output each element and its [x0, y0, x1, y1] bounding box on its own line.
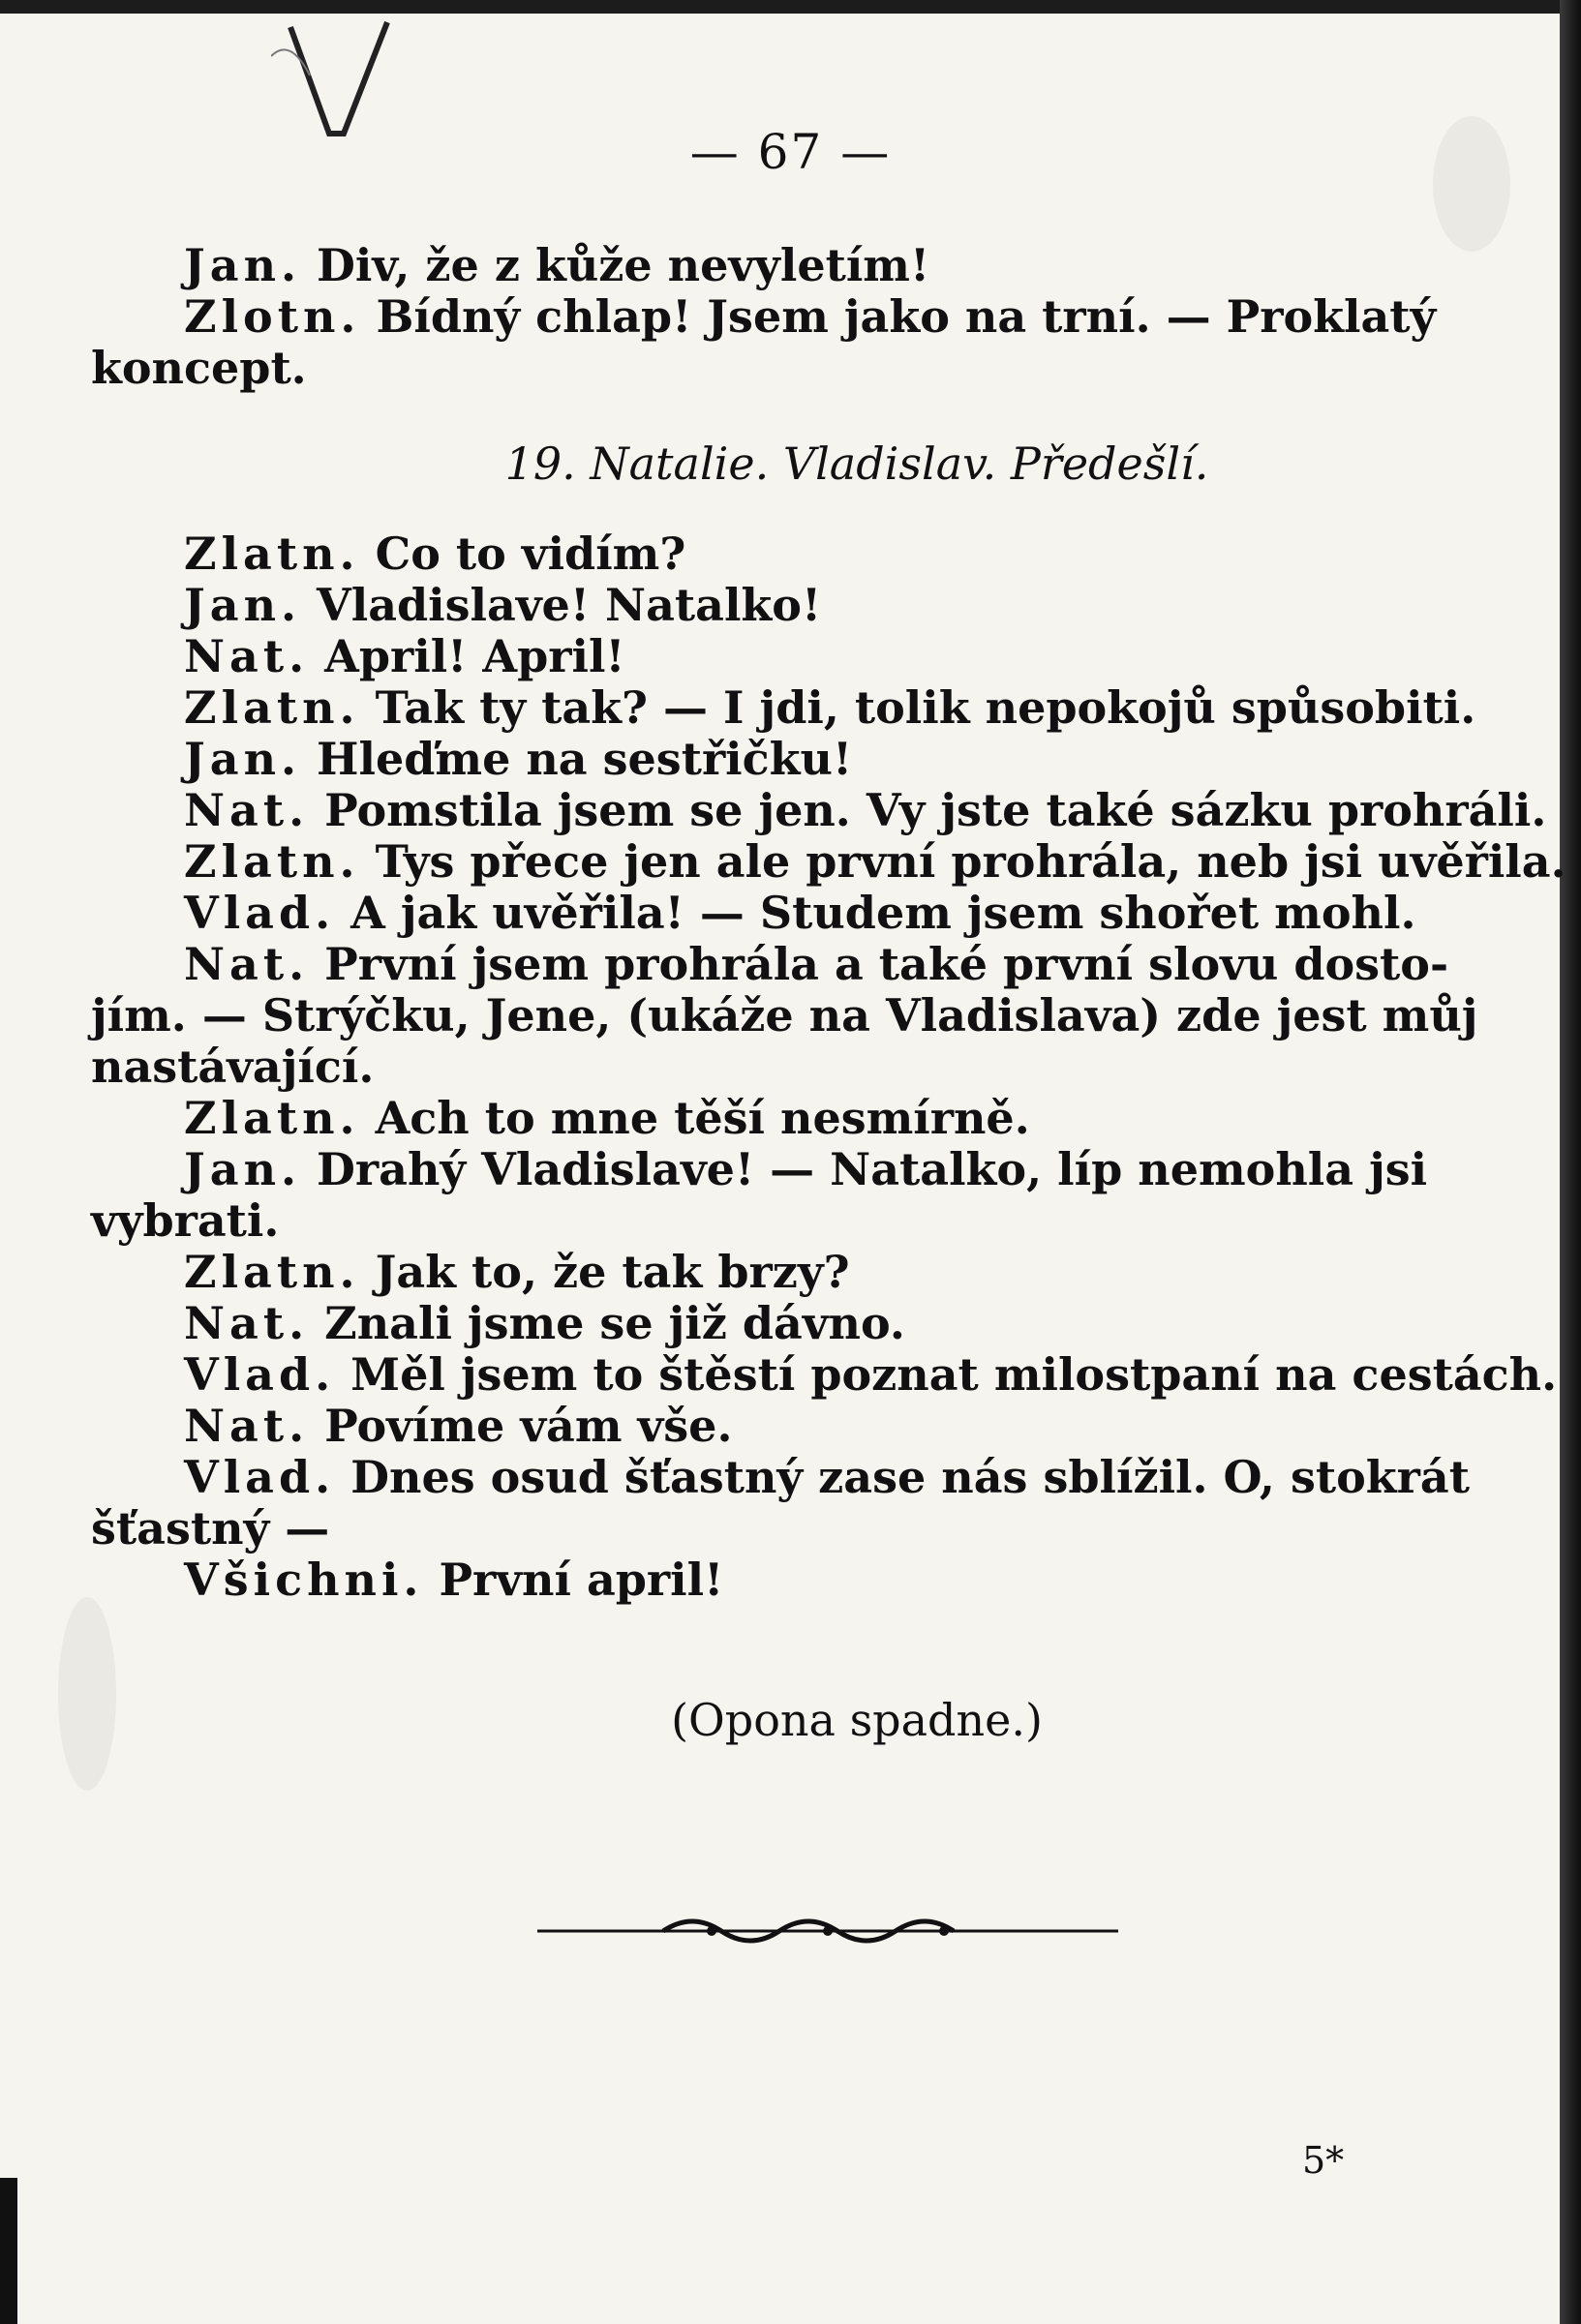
dialogue-line [184, 681, 1476, 734]
dialogue-line [184, 1144, 1452, 1195]
dialogue-text: Povíme vám vše. [309, 1400, 733, 1452]
printer-signature: 5* [1302, 2139, 1345, 2182]
dialogue-block [91, 528, 1566, 1606]
speaker-name: Jan. [184, 1143, 302, 1195]
dialogue-text: Pomstila jsem se jen. Vy jste také sázku prohráli. [309, 784, 1547, 836]
dialogue-line [91, 989, 1478, 1041]
dialogue-line [184, 291, 1452, 343]
speaker-name: Zlatn. [184, 1092, 360, 1144]
speaker-name: Nat. [184, 784, 310, 836]
speaker-name: Vlad. [184, 887, 336, 939]
speaker-name: Zlatn. [184, 835, 360, 888]
paper-stain [58, 1597, 116, 1791]
dialogue-text: První jsem prohrála a také první slovu dosto- [309, 938, 1449, 990]
dialogue-line: koncept. [91, 342, 307, 394]
stage-direction: (Opona spadne.) [671, 1694, 1043, 1746]
dialogue-text: Co to vidím? [359, 528, 686, 580]
speaker-name: Zlatn. [184, 528, 360, 580]
dialogue-line [184, 580, 1452, 631]
speaker-name: Všichni. [184, 1554, 424, 1606]
speaker-name: Zlatn. [184, 1246, 360, 1298]
speaker-name: Zlatn. [184, 681, 360, 734]
dialogue-text: Bídný chlap! Jsem jako na trní. — Proklatý [360, 290, 1437, 343]
scan-edge-right [1560, 0, 1581, 2324]
dialogue-line [184, 1451, 1470, 1503]
speaker-name: Nat. [184, 1297, 310, 1349]
dialogue-text: jím. — Strýčku, Jene, (ukáže na Vladislava) zde jest můj [91, 989, 1478, 1041]
dialogue-line [184, 888, 1452, 939]
dialogue-text: Div, že z kůže nevyletím! [301, 239, 930, 291]
speaker-name: Vlad. [184, 1451, 336, 1503]
dialogue-text: nastávající. [91, 1041, 375, 1093]
dialogue-text: Tys přece jen ale první prohrála, neb jsi uvěřila. [359, 835, 1566, 888]
speaker-name: Jan. [184, 579, 302, 631]
dialogue-line [91, 1041, 1452, 1093]
dialogue-line [184, 734, 1452, 785]
dialogue-line [184, 1298, 1452, 1349]
speaker-name: Zlotn. [184, 290, 361, 343]
speaker-name: Nat. [184, 938, 310, 990]
dialogue-text: April! April! [309, 630, 625, 682]
dialogue-text: šťastný — [91, 1502, 330, 1554]
dialogue-line [184, 784, 1547, 836]
dialogue-line [184, 240, 1452, 291]
dialogue-text: Vladislave! Natalko! [301, 579, 822, 631]
page-number: — 67 — [689, 124, 892, 180]
dialogue-text: Drahý Vladislave! — Natalko, líp nemohla jsi [301, 1143, 1428, 1195]
dialogue-line [184, 631, 1452, 682]
dialogue-line [184, 528, 1452, 580]
speaker-name: Jan. [184, 239, 302, 291]
dialogue-line [184, 1247, 1452, 1298]
dialogue-text: Tak ty tak? — I jdi, tolik nepokojů spůsobiti. [359, 681, 1476, 734]
scan-edge-left [0, 2178, 17, 2324]
speaker-name: Jan. [184, 733, 302, 785]
dialogue-text: Ach to mne těší nesmírně. [359, 1092, 1030, 1144]
dialogue-line [184, 1401, 1452, 1452]
speaker-name: Nat. [184, 630, 310, 682]
dialogue-line [184, 1554, 1452, 1606]
dialogue-text: Jak to, že tak brzy? [359, 1246, 850, 1298]
dialogue-line [91, 1195, 1452, 1247]
scene-heading: 19. Natalie. Vladislav. Předešlí. [504, 438, 1209, 490]
dialogue-text: Dnes osud šťastný zase nás sblížil. O, stokrát [335, 1451, 1470, 1503]
dialogue-text: A jak uvěřila! — Studem jsem shořet mohl. [335, 887, 1416, 939]
dialogue-text: Hleďme na sestřičku! [301, 733, 853, 785]
dialogue-line [184, 1348, 1558, 1401]
dialogue-text: Znali jsme se již dávno. [309, 1297, 905, 1349]
speaker-name: Vlad. [184, 1348, 336, 1401]
dialogue-text: Měl jsem to štěstí poznat milostpaní na cestách. [335, 1348, 1558, 1401]
play-text [91, 239, 1566, 1746]
ornament-divider [537, 1912, 1118, 1950]
dialogue-text: vybrati. [91, 1194, 280, 1247]
dialogue-line [184, 1093, 1452, 1144]
dialogue-line [184, 939, 1452, 990]
dialogue-line [91, 1503, 1452, 1554]
dialogue-line [184, 835, 1566, 888]
dialogue-text: První april! [423, 1554, 724, 1606]
speaker-name: Nat. [184, 1400, 310, 1452]
scan-edge-top [0, 0, 1581, 14]
